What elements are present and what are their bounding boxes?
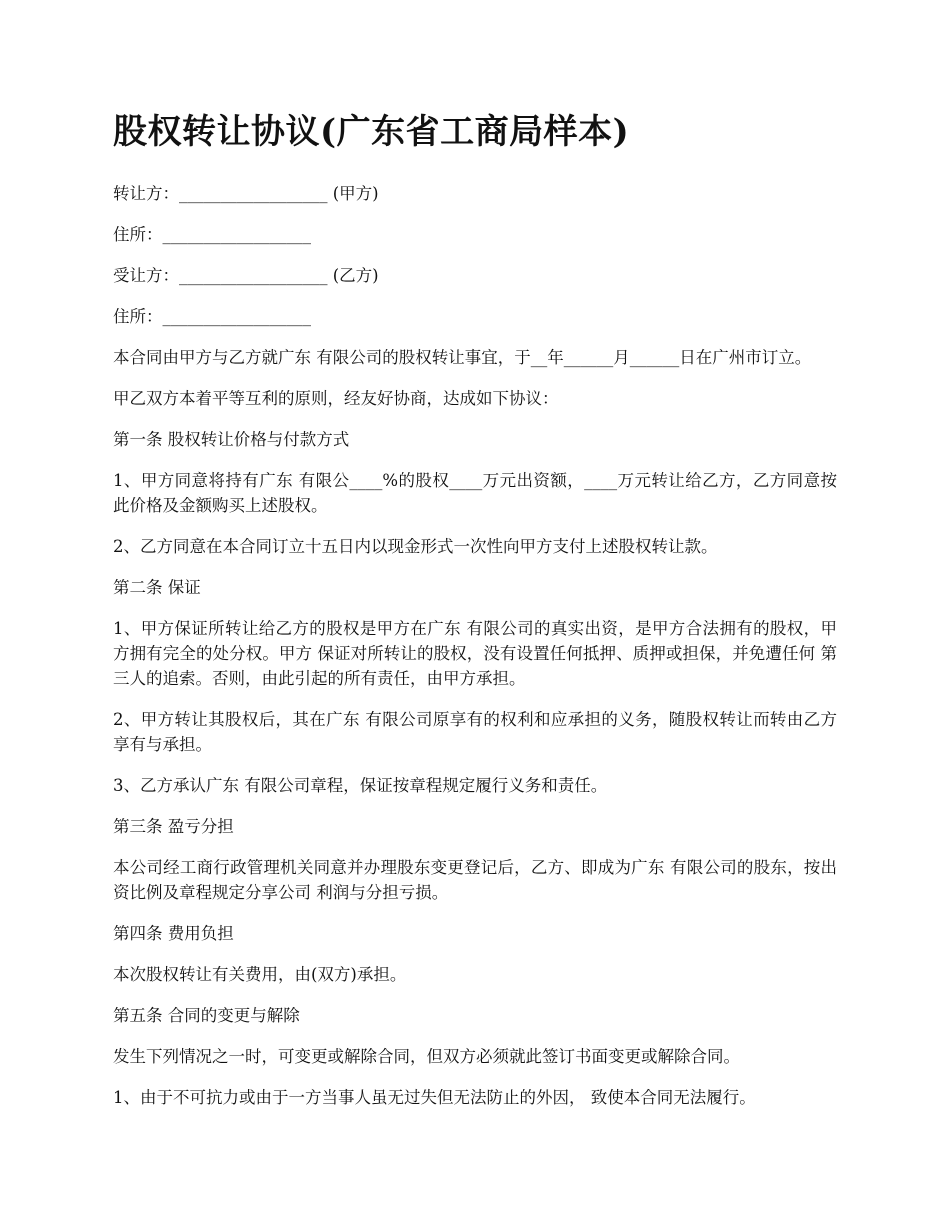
article-5-heading: 第五条 合同的变更与解除 xyxy=(113,1006,300,1025)
transferee-line: 受让方：__________________ (乙方) xyxy=(113,266,379,285)
agreement-principle-paragraph: 甲乙双方本着平等互利的原则，经友好协商，达成如下协议： xyxy=(113,389,559,408)
article-4-heading: 第四条 费用负担 xyxy=(113,924,234,943)
article-4-paragraph: 本次股权转让有关费用，由(双方)承担。 xyxy=(113,965,407,984)
article-1-clause-2: 2、乙方同意在本合同订立十五日内以现金形式一次性向甲方支付上述股权转让款。 xyxy=(113,537,718,556)
transferor-address-line: 住所：__________________ xyxy=(113,225,311,244)
article-3-heading: 第三条 盈亏分担 xyxy=(113,817,234,836)
transferee-address-line: 住所：__________________ xyxy=(113,307,311,326)
article-2-clause-2: 2、甲方转让其股权后，其在广东 有限公司原享有的权利和应承担的义务，随股权转让而转由乙方享有与承担。 xyxy=(113,710,837,754)
article-5-clause-1: 1、由于不可抗力或由于一方当事人虽无过失但无法防止的外因， 致使本合同无法履行。 xyxy=(113,1088,756,1107)
transferor-line: 转让方：__________________ (甲方) xyxy=(113,184,379,203)
document-body xyxy=(113,181,837,1126)
contract-intro-paragraph: 本合同由甲方与乙方就广东 有限公司的股权转让事宜，于__年______月______日在广州市订立。 xyxy=(113,348,812,367)
article-2-clause-1: 1、甲方保证所转让给乙方的股权是甲方在广东 有限公司的真实出资，是甲方合法拥有的股权，甲方拥有完全的处分权。甲方 保证对所转让的股权，没有设置任何抵押、质押或担保，并免遭任何 第三人的追索。否则，由此引起的所有责任，由甲方承担。 xyxy=(113,619,837,688)
article-3-paragraph: 本公司经工商行政管理机关同意并办理股东变更登记后，乙方、即成为广东 有限公司的股东，按出资比例及章程规定分享公司 利润与分担亏损。 xyxy=(113,858,837,902)
article-1-clause-1: 1、甲方同意将持有广东 有限公____%的股权____万元出资额，____万元转让给乙方，乙方同意按此价格及金额购买上述股权。 xyxy=(113,471,837,515)
document-title: 股权转让协议(广东省工商局样本) xyxy=(113,112,630,152)
article-5-paragraph: 发生下列情况之一时，可变更或解除合同，但双方必须就此签订书面变更或解除合同。 xyxy=(113,1047,740,1066)
article-1-heading: 第一条 股权转让价格与付款方式 xyxy=(113,430,350,449)
article-2-heading: 第二条 保证 xyxy=(113,578,201,597)
article-2-clause-3: 3、乙方承认广东 有限公司章程，保证按章程规定履行义务和责任。 xyxy=(113,776,608,795)
